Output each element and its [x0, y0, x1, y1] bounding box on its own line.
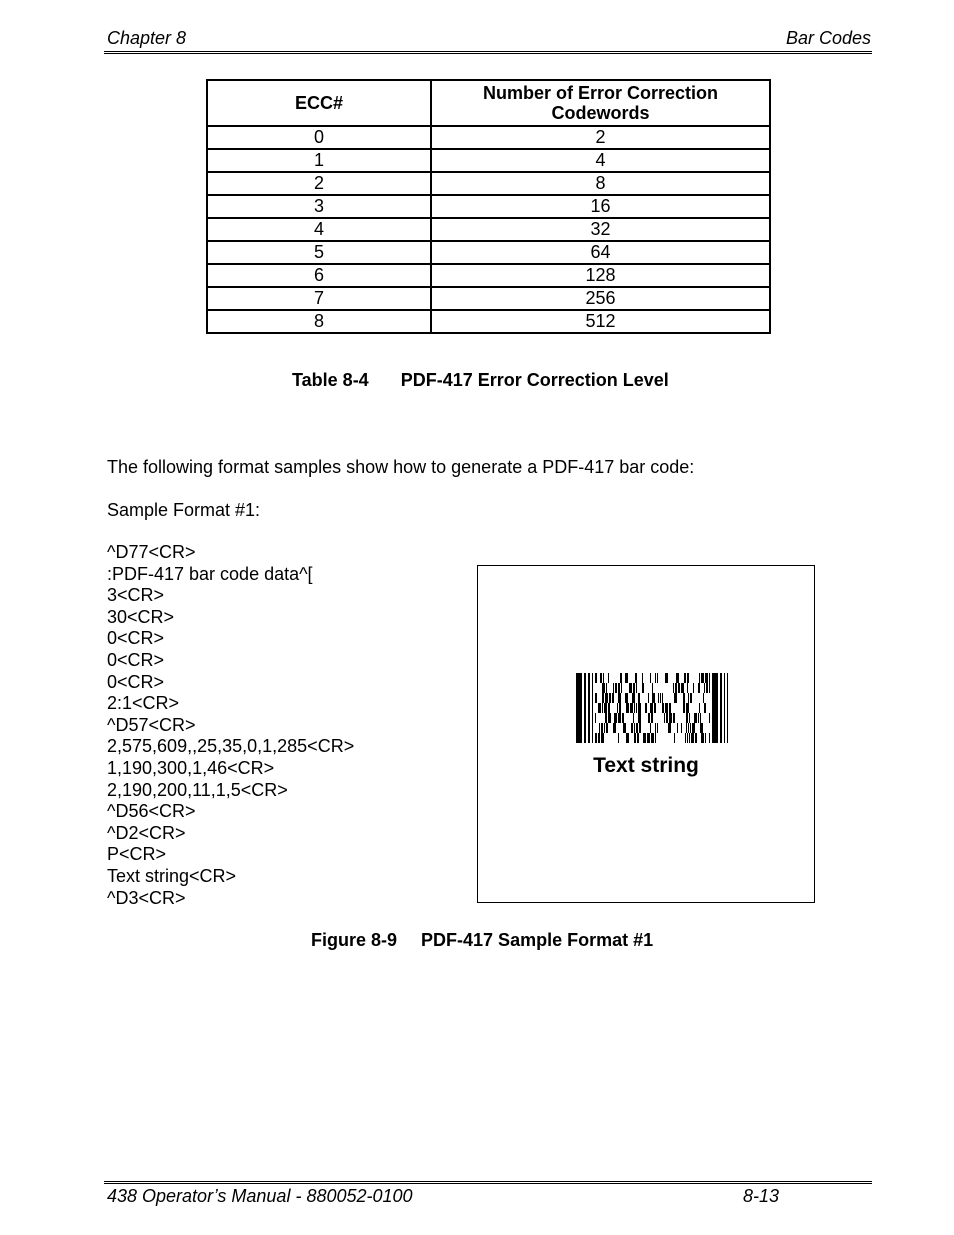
barcode-bar	[634, 723, 635, 733]
barcode-bar	[638, 693, 640, 703]
barcode-bar	[626, 703, 629, 713]
table-cell: 4	[207, 218, 431, 241]
figure-caption-label: Figure 8-9	[311, 930, 398, 950]
barcode-bar	[660, 693, 661, 703]
barcode-bar	[655, 673, 656, 683]
barcode-bar	[618, 733, 619, 743]
table-row	[207, 310, 770, 333]
sample-heading: Sample Format #1:	[107, 500, 261, 520]
barcode-bar	[700, 723, 703, 733]
barcode-bar	[592, 673, 593, 743]
barcode-bar	[709, 673, 710, 683]
code-line: 2,575,609,,25,35,0,1,285<CR>	[107, 736, 355, 757]
table-cell: 128	[431, 264, 770, 287]
barcode-bar	[602, 693, 604, 703]
barcode-bar	[584, 673, 586, 743]
sample-format-code	[107, 542, 354, 909]
barcode-bar	[675, 683, 677, 693]
header-rule	[104, 51, 872, 54]
barcode-bar	[618, 713, 621, 723]
barcode-bar	[674, 693, 677, 703]
code-line: ^D3<CR>	[107, 887, 186, 908]
figure-caption-title: PDF-417 Sample Format #1	[421, 930, 654, 950]
barcode-bar	[633, 713, 634, 723]
barcode-bar	[654, 703, 656, 713]
code-line: :PDF-417 bar code data^[	[107, 563, 313, 584]
barcode-bar	[609, 693, 611, 703]
barcode-bar	[673, 713, 675, 723]
barcode-bar	[604, 703, 607, 713]
barcode-bar	[664, 713, 665, 723]
table-cell: 6	[207, 264, 431, 287]
barcode-bar	[662, 693, 663, 703]
barcode-bar	[699, 703, 700, 713]
table-cell: 5	[207, 241, 431, 264]
table-cell: 7	[207, 287, 431, 310]
barcode-bar	[604, 723, 605, 733]
barcode-bar	[691, 733, 694, 743]
barcode-bar	[613, 723, 616, 733]
barcode-bar	[699, 673, 700, 683]
barcode-bar	[701, 733, 704, 743]
barcode-bar	[648, 693, 649, 703]
barcode-bar	[617, 703, 618, 713]
barcode-bar	[694, 713, 697, 723]
code-line: 3<CR>	[107, 585, 165, 606]
barcode-bar	[701, 673, 704, 683]
table-cell: 2	[207, 172, 431, 195]
barcode-bar	[598, 733, 600, 743]
barcode-bar	[603, 673, 604, 683]
barcode-bar	[636, 703, 637, 713]
barcode-bar	[595, 713, 596, 723]
barcode-bar	[689, 733, 690, 743]
footer-manual-title: 438 Operator’s Manual - 880052-0100	[107, 1186, 413, 1206]
table-row	[207, 264, 770, 287]
barcode-bar	[635, 673, 637, 683]
barcode-bar	[621, 683, 622, 693]
barcode-bar	[687, 673, 689, 683]
barcode-bar	[651, 733, 654, 743]
barcode-bar	[666, 713, 668, 723]
barcode-bar	[626, 733, 629, 743]
table-row	[207, 172, 770, 195]
barcode-bar	[600, 673, 602, 683]
table-cell: 16	[431, 195, 770, 218]
barcode-bar	[669, 703, 671, 713]
code-line: P<CR>	[107, 844, 167, 865]
barcode-bar	[687, 683, 688, 693]
barcode-bar	[623, 723, 626, 733]
barcode-bar	[688, 723, 689, 733]
table-cell: 0	[207, 126, 431, 149]
table-row	[207, 126, 770, 149]
barcode-bar	[705, 733, 706, 743]
barcode-bar	[602, 703, 603, 713]
barcode-bar	[614, 713, 617, 723]
barcode-bar	[657, 673, 658, 683]
barcode-bar	[650, 673, 651, 683]
intro-paragraph: The following format samples show how to generate a PDF-417 bar code:	[107, 457, 695, 477]
footer-rule	[104, 1181, 872, 1184]
barcode-bar	[619, 703, 621, 713]
barcode-bar	[686, 703, 689, 713]
barcode-bar	[595, 733, 597, 743]
barcode-bar	[692, 723, 695, 733]
barcode-bar	[650, 723, 651, 733]
barcode-bar	[602, 683, 605, 693]
barcode-bar	[634, 703, 635, 713]
table-cell: 3	[207, 195, 431, 218]
barcode-bar	[637, 733, 639, 743]
barcode-bar	[662, 703, 664, 713]
barcode-bar	[622, 713, 624, 723]
barcode-bar	[595, 673, 597, 683]
barcode-bar	[706, 683, 708, 693]
table-cell: 1	[207, 149, 431, 172]
barcode-bar	[668, 723, 671, 733]
barcode-bar	[700, 713, 701, 723]
barcode-bar	[601, 733, 604, 743]
code-line: 1,190,300,1,46<CR>	[107, 757, 275, 778]
barcode-bar	[677, 723, 678, 733]
barcode-bar	[633, 683, 635, 693]
barcode-bar	[658, 693, 659, 703]
barcode-bar	[631, 723, 633, 733]
barcode-bar	[632, 693, 635, 703]
barcode-bar	[720, 673, 722, 743]
table-cell: 32	[431, 218, 770, 241]
barcode-bar	[638, 713, 641, 723]
barcode-bar	[608, 713, 611, 723]
barcode-bar	[709, 733, 710, 743]
barcode-bar	[657, 723, 658, 733]
barcode-bar	[669, 713, 672, 723]
table-row	[207, 241, 770, 264]
barcode-bar	[612, 693, 614, 703]
table-cell: 8	[431, 172, 770, 195]
code-line: ^D56<CR>	[107, 801, 196, 822]
ecc-table	[206, 79, 771, 334]
table-cell: 256	[431, 287, 770, 310]
barcode-bar	[704, 703, 706, 713]
barcode-bar	[615, 683, 617, 693]
barcode-bar	[576, 673, 582, 743]
barcode-bar	[683, 693, 685, 703]
barcode-bar	[606, 723, 608, 733]
figure-box	[477, 565, 815, 903]
barcode-bar	[690, 723, 691, 733]
table-cell: 4	[431, 149, 770, 172]
barcode-bar	[703, 693, 704, 703]
barcode-bar	[630, 703, 633, 713]
barcode-bar	[688, 693, 689, 703]
barcode-bar	[648, 713, 650, 723]
barcode-bar	[686, 723, 687, 733]
barcode-bar	[684, 673, 686, 683]
barcode-bar	[689, 713, 690, 723]
barcode-bar	[598, 703, 601, 713]
table-caption-title: PDF-417 Error Correction Level	[400, 370, 669, 390]
code-line: 0<CR>	[107, 628, 165, 649]
table-row	[207, 287, 770, 310]
code-line: Text string<CR>	[107, 865, 237, 886]
table-caption	[292, 370, 669, 391]
barcode-bar	[599, 723, 600, 733]
barcode-bar	[655, 733, 656, 743]
table-row	[207, 218, 770, 241]
barcode-bar	[724, 673, 725, 743]
barcode-bar	[693, 683, 694, 693]
table-row	[207, 195, 770, 218]
barcode-bar	[674, 733, 675, 743]
code-line: 0<CR>	[107, 649, 165, 670]
barcode-bar	[650, 703, 653, 713]
barcode-bar	[676, 673, 679, 683]
header-chapter: Chapter 8	[107, 28, 187, 48]
code-line: ^D77<CR>	[107, 542, 196, 562]
table-header-row	[207, 80, 770, 126]
barcode-bar	[705, 673, 708, 683]
barcode-bar	[618, 693, 621, 703]
barcode-bar	[639, 723, 641, 733]
barcode-bar	[647, 733, 650, 743]
barcode-bar	[655, 723, 656, 733]
barcode-bar	[629, 683, 632, 693]
barcode-bar	[665, 673, 668, 683]
barcode-bar	[636, 723, 638, 733]
table-cell: 2	[431, 126, 770, 149]
barcode-bar	[698, 683, 700, 693]
barcode-bar	[673, 683, 674, 693]
barcode-bar	[652, 683, 653, 693]
header-section: Bar Codes	[785, 28, 871, 48]
table-cell: 64	[431, 241, 770, 264]
barcode-bar	[636, 683, 637, 693]
barcode-bar	[704, 683, 705, 693]
code-line: ^D57<CR>	[107, 714, 196, 735]
figure-caption	[311, 930, 653, 951]
barcode-bar	[685, 733, 686, 743]
barcode-bar	[618, 683, 620, 693]
barcode-bar	[686, 713, 688, 723]
barcode-bar	[606, 683, 607, 693]
code-line: 30<CR>	[107, 606, 175, 627]
barcode-bar	[613, 683, 614, 693]
barcode-bar	[634, 733, 636, 743]
code-line: 2,190,200,11,1,5<CR>	[107, 779, 288, 800]
table-header-ecc: ECC#	[207, 80, 431, 126]
barcode-bar	[595, 693, 597, 703]
barcode-bar	[642, 683, 644, 693]
barcode-bar	[698, 713, 699, 723]
barcode-bar	[605, 693, 608, 703]
barcode-bar	[638, 703, 641, 713]
barcode-bar	[687, 733, 688, 743]
barcode-bar	[643, 733, 646, 743]
footer-page-number: 8-13	[743, 1186, 780, 1206]
table-header-codewords: Number of Error Correction Codewords	[431, 80, 770, 126]
code-line: ^D2<CR>	[107, 822, 186, 843]
table-cell: 512	[431, 310, 770, 333]
barcode-bar	[712, 673, 718, 743]
barcode-bar	[645, 703, 647, 713]
code-line: 2:1<CR>	[107, 693, 180, 714]
barcode-bar	[652, 693, 655, 703]
barcode-bar	[665, 703, 668, 713]
barcode-bar	[642, 673, 643, 683]
pdf417-barcode-icon	[576, 673, 728, 743]
barcode-bar	[695, 733, 697, 743]
barcode-bar	[690, 693, 692, 703]
table-caption-label: Table 8-4	[292, 370, 369, 390]
barcode-bar	[605, 713, 607, 723]
barcode-bar	[681, 723, 682, 733]
barcode-bar	[683, 703, 685, 713]
barcode-bar	[678, 683, 680, 693]
barcode-bar	[608, 703, 610, 713]
barcode-bar	[681, 683, 684, 693]
barcode-bar	[709, 713, 710, 723]
barcode-bar	[601, 723, 603, 733]
barcode-bar	[625, 693, 628, 703]
barcode-bar	[651, 713, 653, 723]
barcode-bar	[709, 683, 710, 693]
code-line: 0<CR>	[107, 671, 165, 692]
table-row	[207, 149, 770, 172]
barcode-bar	[625, 673, 628, 683]
barcode-bar	[727, 673, 728, 743]
table-cell: 8	[207, 310, 431, 333]
barcode-bar	[620, 673, 622, 683]
barcode-bar	[588, 673, 590, 743]
figure-text-string: Text string	[593, 754, 699, 777]
barcode-bar	[608, 673, 609, 683]
